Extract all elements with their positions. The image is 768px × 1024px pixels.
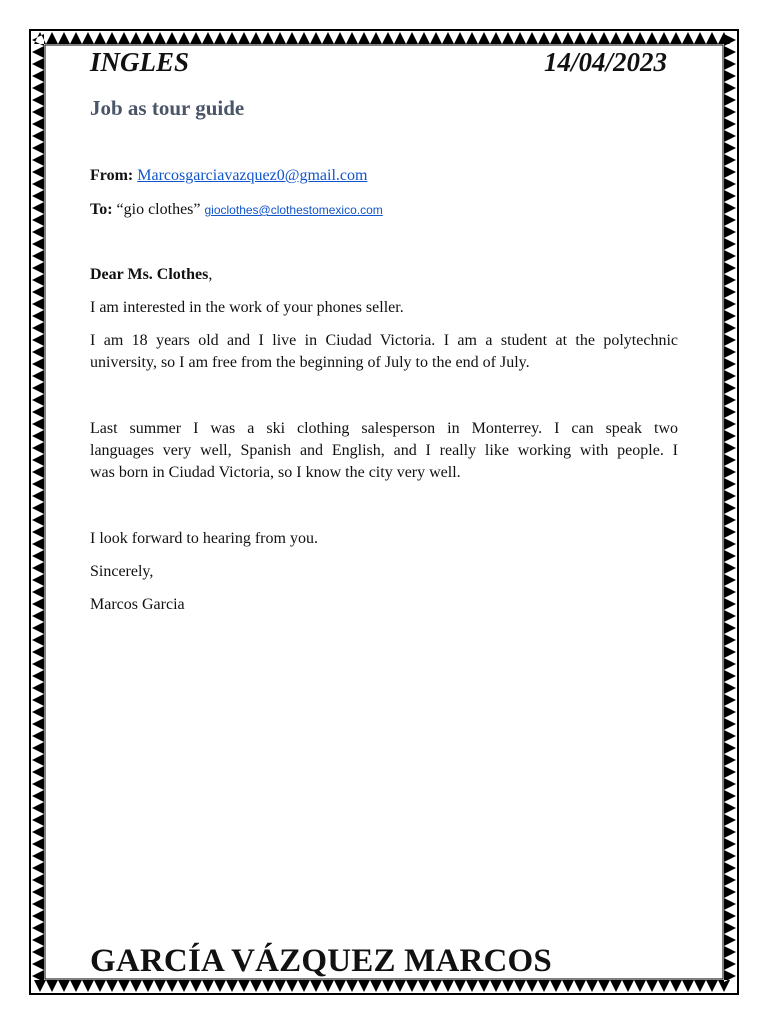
paragraph-3-line-1: Last summer I was a ski clothing salesperson in Monterrey. I can speak two [90,420,678,437]
author-name-footer: GARCÍA VÁZQUEZ MARCOS [90,943,552,979]
to-email-link[interactable]: gioclothes@clothestomexico.com [204,203,383,217]
paragraph-3 [90,418,678,484]
to-name: “gio clothes” [116,201,201,218]
subject-header: INGLES [90,47,190,77]
signature: Marcos Garcia [90,596,185,613]
paragraph-2 [90,330,678,374]
sign-off: Sincerely, [90,563,154,580]
closing-line: I look forward to hearing from you. [90,530,318,547]
letter-title: Job as tour guide [90,96,245,120]
greeting-name: Dear Ms. Clothes [90,266,209,283]
paragraph-3-line-3: was born in Ciudad Victoria, so I know the city very well. [90,464,461,481]
paragraph-2-line-1: I am 18 years old and I live in Ciudad Victoria. I am a student at the polytechnic [90,332,678,349]
greeting-comma: , [208,266,213,283]
paragraph-3-line-2: languages very well, Spanish and English, and I really like working with people. I [90,442,678,459]
from-label: From: [90,167,134,184]
from-line [90,165,367,187]
greeting [90,264,212,286]
date-header: 14/04/2023 [544,47,668,77]
to-label: To: [90,201,113,218]
to-line [90,199,383,221]
paragraph-2-line-2: university, so I am free from the beginning of July to the end of July. [90,354,530,371]
paragraph-1: I am interested in the work of your phones seller. [90,299,404,316]
from-email-link[interactable]: Marcosgarciavazquez0@gmail.com [137,167,368,184]
